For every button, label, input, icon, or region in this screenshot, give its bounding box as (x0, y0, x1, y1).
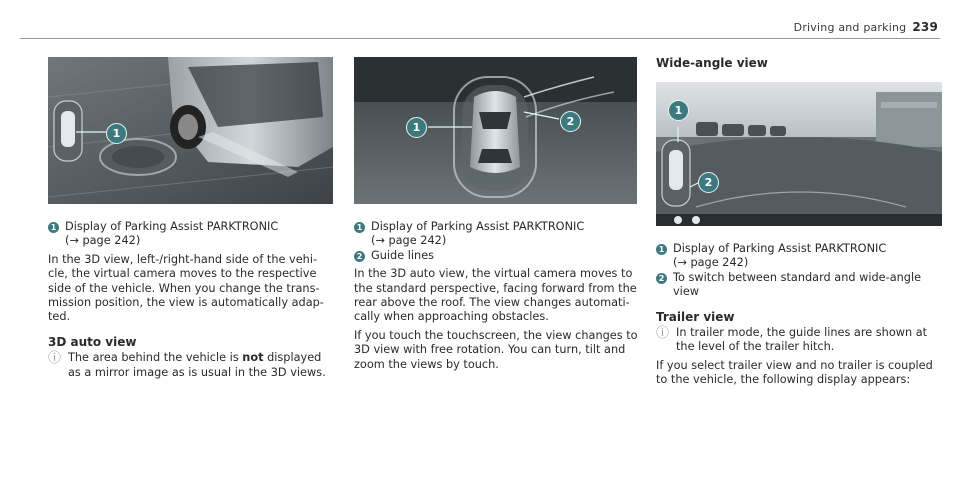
legend-number: 1 (656, 244, 667, 255)
info-icon: ⓘ (48, 351, 62, 367)
image-wide-angle-view (656, 82, 942, 226)
legend-text: Display of Parking Assist PARKTRONIC (673, 242, 887, 255)
paragraph: In the 3D auto view, the virtual camera moves to the standard perspective, facing forward from the rear above the roof. The view changes automati-cally when approaching obstacles. (354, 267, 637, 324)
legend-item (354, 249, 640, 263)
callout-1: 1 (668, 100, 689, 121)
column-2 (354, 220, 640, 372)
paragraph: If you select trailer view and no trailer is coupled to the vehicle, the following display appears: (656, 358, 933, 387)
info-note: ⓘ In trailer mode, the guide lines are shown at the level of the trailer hitch. (656, 326, 928, 354)
legend-number: 2 (354, 251, 365, 262)
callout-2: 2 (560, 111, 581, 132)
heading-3d-auto-view: 3D auto view (48, 334, 137, 349)
callout-2: 2 (698, 172, 719, 193)
legend-item (656, 242, 942, 271)
legend-text: Guide lines (371, 248, 435, 262)
section-title: Driving and parking (793, 21, 907, 34)
legend-text: Display of Parking Assist PARKTRONIC (65, 220, 279, 233)
legend-item (48, 220, 336, 249)
column-3 (656, 242, 942, 388)
page-number: 239 (912, 20, 938, 34)
callout-1: 1 (406, 117, 427, 138)
page-reference-link[interactable]: (→ page 242) (371, 234, 447, 248)
paragraph: In the 3D view, left-/right-hand side of the vehi-cle, the virtual camera moves to the respective side of the vehicle. When you change the trans-mission position, the view is automatically adap-ted. (48, 252, 324, 324)
image-3d-auto-view (354, 57, 637, 204)
callout-1: 1 (106, 123, 127, 144)
legend-item (354, 220, 640, 249)
legend-text: Display of Parking Assist PARKTRONIC (371, 220, 585, 233)
heading-wide-angle-view: Wide-angle view (656, 56, 768, 70)
paragraph: If you touch the touchscreen, the view changes to 3D view with free rotation. You can turn, tilt and zoom the views by touch. (354, 328, 638, 371)
header-rule (20, 38, 940, 39)
heading-trailer-view: Trailer view (656, 309, 735, 324)
legend-number: 2 (656, 273, 667, 284)
page-reference-link[interactable]: (→ page 242) (673, 256, 749, 270)
legend-text: To switch between standard and wide-angle view (673, 270, 922, 299)
info-note: ⓘ The area behind the vehicle is not displayed as a mirror image as is usual in the 3D views. (48, 351, 326, 379)
info-icon: ⓘ (656, 326, 670, 342)
image-3d-side-view (48, 57, 333, 204)
col3-top (656, 56, 942, 70)
page-reference-link[interactable]: (→ page 242) (65, 234, 141, 248)
legend-number: 1 (48, 222, 59, 233)
legend-item (656, 271, 942, 300)
column-1 (48, 220, 336, 380)
running-header (794, 20, 938, 34)
legend-number: 1 (354, 222, 365, 233)
